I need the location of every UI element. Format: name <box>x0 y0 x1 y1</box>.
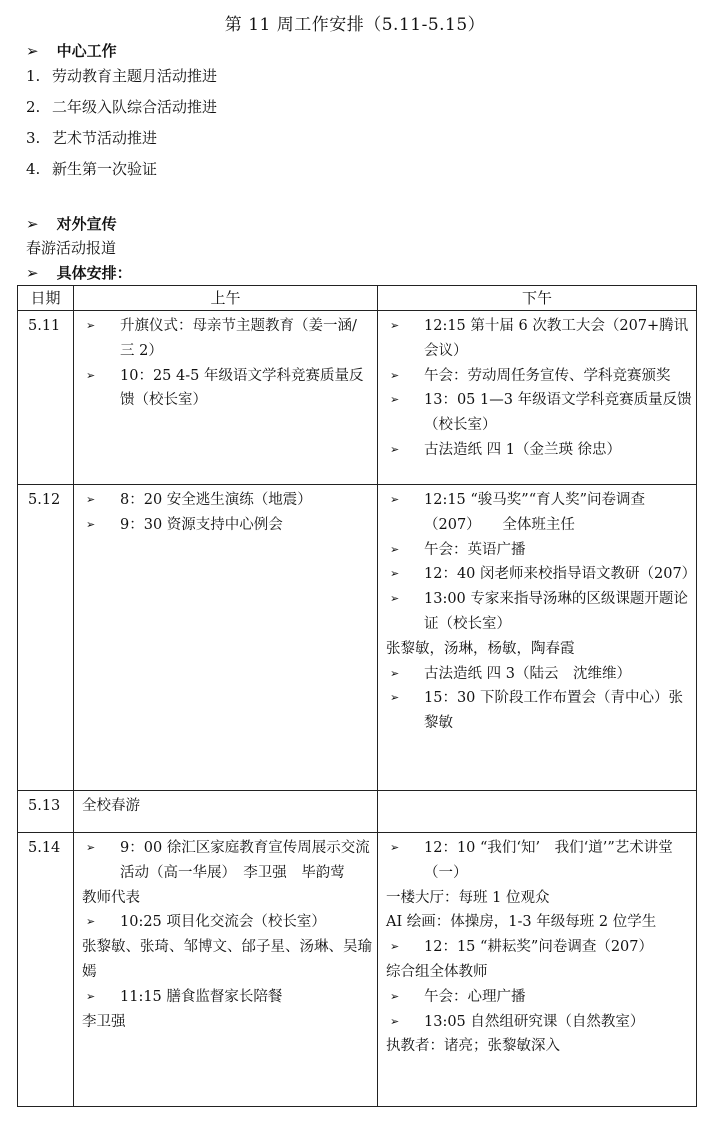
schedule-item: ➢ 9：30 资源支持中心例会 <box>78 513 373 538</box>
pm-cell <box>378 833 697 1107</box>
list-item-number: 2. <box>26 98 41 116</box>
table-header-row <box>18 286 697 311</box>
schedule-item: ➢ 午会：劳动周任务宣传、学科竞赛颁奖 <box>382 364 692 389</box>
schedule-table-body <box>18 311 697 1107</box>
center-work-heading <box>26 40 117 61</box>
schedule-item: ➢ 午会：英语广播 <box>382 538 692 563</box>
table-row <box>18 485 697 791</box>
list-item-text: 劳动教育主题月活动推进 <box>52 67 218 85</box>
schedule-note: 张黎敏、张琦、邹博文、邰子星、汤琳、吴瑜嫣 <box>82 939 372 980</box>
schedule-item: ➢ 12：15 “耕耘奖”问卷调查（207） <box>382 935 692 960</box>
am-cell <box>74 311 378 485</box>
arrow-bullet-icon: ➢ <box>26 264 39 282</box>
schedule-item: ➢ 升旗仪式：母亲节主题教育（姜一涵/ 三 2） <box>78 314 373 364</box>
table-row <box>18 833 697 1107</box>
schedule-note: 全校春游 <box>82 798 140 814</box>
schedule-note: 综合组全体教师 <box>386 963 488 980</box>
date-cell: 5.11 <box>18 311 74 485</box>
schedule-item: ➢ 13:05 自然组研究课（自然教室） <box>382 1010 692 1035</box>
schedule-item: ➢ 11:15 膳食监督家长陪餐 <box>78 985 373 1010</box>
arrow-bullet-icon: ➢ <box>26 42 39 60</box>
schedule-item: ➢ 8：20 安全逃生演练（地震） <box>78 488 373 513</box>
schedule-heading-label: 具体安排： <box>56 264 132 282</box>
pm-cell <box>378 791 697 833</box>
schedule-heading <box>26 262 132 283</box>
schedule-note: 李卫强 <box>82 1013 126 1030</box>
schedule-item: ➢ 10:25 项目化交流会（校长室） <box>78 910 373 935</box>
schedule-table <box>17 285 697 1107</box>
pm-cell <box>378 311 697 485</box>
list-item <box>26 128 217 159</box>
schedule-note: AI 绘画：体操房，1-3 年级每班 2 位学生 <box>386 914 657 931</box>
date-cell: 5.14 <box>18 833 74 1107</box>
publicity-text: 春游活动报道 <box>26 239 117 257</box>
am-cell <box>74 833 378 1107</box>
arrow-bullet-icon: ➢ <box>26 215 39 233</box>
schedule-item: ➢ 古法造纸 四 3（陆云 沈维维） <box>382 662 692 687</box>
publicity-heading-label: 对外宣传 <box>56 215 117 233</box>
list-item <box>26 97 217 128</box>
date-cell: 5.12 <box>18 485 74 791</box>
am-cell <box>74 485 378 791</box>
list-item-number: 4. <box>26 160 41 178</box>
am-cell <box>74 791 378 833</box>
schedule-item: ➢ 13:00 专家来指导汤琳的区级课题开题论证（校长室） <box>382 587 692 637</box>
document-title: 第 11 周工作安排（5.11-5.15） <box>224 15 486 35</box>
schedule-item: ➢ 12：10 “我们‘知’ 我们‘道’”艺术讲堂（一） <box>382 836 692 886</box>
schedule-item: ➢ 12:15 “骏马奖”“育人奖”问卷调查（207） 全体班主任 <box>382 488 692 538</box>
publicity-heading <box>26 213 117 234</box>
schedule-item: ➢ 12:15 第十届 6 次教工大会（207+腾讯会议） <box>382 314 692 364</box>
center-work-list <box>26 66 217 190</box>
schedule-item: ➢ 13：05 1—3 年级语文学科竞赛质量反馈（校长室） <box>382 388 692 438</box>
schedule-item: ➢ 9：00 徐汇区家庭教育宣传周展示交流活动（高一华展） 李卫强 毕韵莺 <box>78 836 373 886</box>
schedule-note: 教师代表 <box>82 889 140 906</box>
date-cell: 5.13 <box>18 791 74 833</box>
schedule-item: ➢ 10：25 4-5 年级语文学科竞赛质量反馈（校长室） <box>78 364 373 414</box>
list-item-text: 新生第一次验证 <box>52 160 158 178</box>
center-work-heading-label: 中心工作 <box>56 42 117 60</box>
table-row <box>18 791 697 833</box>
schedule-note: 张黎敏，汤琳，杨敏，陶春霞 <box>386 640 575 657</box>
list-item-number: 3. <box>26 129 41 147</box>
schedule-note: 一楼大厅：每班 1 位观众 <box>386 889 550 906</box>
list-item <box>26 159 217 190</box>
schedule-item: ➢ 午会：心理广播 <box>382 985 692 1010</box>
list-item <box>26 66 217 97</box>
schedule-item: ➢ 15：30 下阶段工作布置会（青中心）张黎敏 <box>382 686 692 736</box>
list-item-text: 艺术节活动推进 <box>52 129 158 147</box>
list-item-number: 1. <box>26 67 41 85</box>
header-am: 上午 <box>74 286 378 311</box>
schedule-item: ➢ 12：40 闵老师来校指导语文教研（207） <box>382 562 692 587</box>
list-item-text: 二年级入队综合活动推进 <box>52 98 218 116</box>
pm-cell <box>378 485 697 791</box>
table-row <box>18 311 697 485</box>
header-pm: 下午 <box>378 286 697 311</box>
schedule-item: ➢ 古法造纸 四 1（金兰瑛 徐忠） <box>382 438 692 463</box>
schedule-note: 执教者：诸亮；张黎敏深入 <box>386 1038 560 1055</box>
header-date: 日期 <box>18 286 74 311</box>
